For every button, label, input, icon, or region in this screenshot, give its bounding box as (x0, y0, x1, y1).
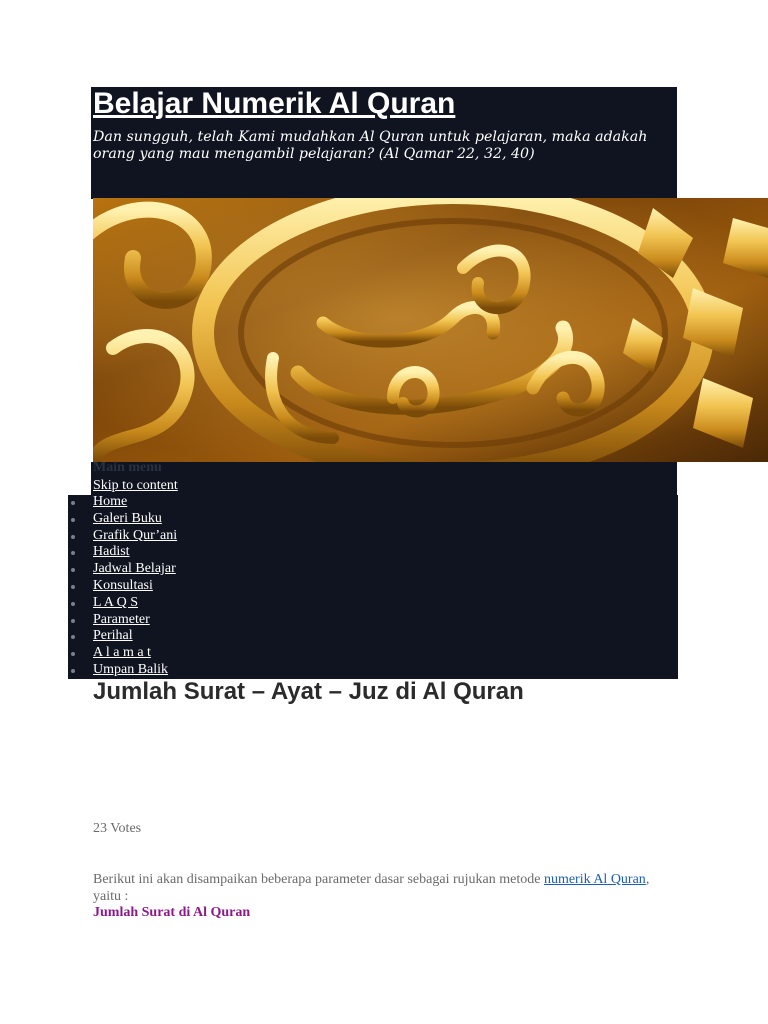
bullet-icon (71, 518, 75, 522)
menu-link-parameter[interactable]: Parameter (93, 611, 150, 627)
nav-background-top (91, 462, 677, 496)
site-description: Dan sungguh, telah Kami mudahkan Al Quran untuk pelajaran, maka adakah orang yang mau mengambil pelajaran? (Al Qamar 22, 32, 40) (93, 129, 648, 162)
bullet-icon (71, 619, 75, 623)
menu-item-laqs (68, 595, 177, 612)
menu-item-hadist (68, 544, 177, 561)
menu-link-galeri-buku[interactable]: Galeri Buku (93, 510, 162, 526)
bullet-icon (71, 501, 75, 505)
menu-link-hadist[interactable]: Hadist (93, 544, 130, 560)
post-title: Jumlah Surat – Ayat – Juz di Al Quran (93, 678, 524, 705)
post-intro (93, 872, 673, 905)
main-menu-heading: Main menu (93, 460, 162, 475)
numerik-al-quran-link[interactable]: numerik Al Quran (543, 872, 646, 887)
calligraphy-image (93, 198, 768, 462)
menu-link-konsultasi[interactable]: Konsultasi (93, 577, 153, 593)
site-title[interactable]: Belajar Numerik Al Quran (93, 87, 456, 120)
menu-item-alamat (68, 645, 177, 662)
intro-text-end: , yaitu : (93, 872, 650, 904)
bullet-icon (71, 551, 75, 555)
menu-item-perihal (68, 628, 177, 645)
menu-item-grafik-qurani (68, 528, 177, 545)
menu-item-galeri-buku (68, 511, 177, 528)
menu-link-jadwal-belajar[interactable]: Jadwal Belajar (93, 561, 176, 577)
bullet-icon (71, 669, 75, 673)
main-menu (68, 494, 177, 679)
site-header (91, 87, 677, 199)
intro-text: Berikut ini akan disampaikan beberapa parameter dasar sebagai rujukan metode (93, 872, 544, 887)
menu-item-home (68, 494, 177, 511)
menu-link-perihal[interactable]: Perihal (93, 628, 133, 644)
bullet-icon (71, 568, 75, 572)
menu-item-jadwal-belajar (68, 561, 177, 578)
menu-link-alamat[interactable]: A l a m a t (93, 645, 151, 661)
menu-link-laqs[interactable]: L A Q S (93, 594, 138, 610)
menu-link-umpan-balik[interactable]: Umpan Balik (93, 661, 169, 677)
bullet-icon (71, 585, 75, 589)
bullet-icon (71, 635, 75, 639)
bullet-icon (71, 602, 75, 606)
menu-item-umpan-balik (68, 662, 177, 679)
votes-count: 23 Votes (93, 821, 142, 836)
menu-item-parameter (68, 612, 177, 629)
bullet-icon (71, 535, 75, 539)
menu-item-konsultasi (68, 578, 177, 595)
skip-to-content-link[interactable]: Skip to content (93, 478, 178, 493)
menu-link-home[interactable]: Home (93, 494, 128, 509)
section-heading: Jumlah Surat di Al Quran (93, 905, 251, 920)
header-banner-image (93, 198, 768, 462)
menu-link-grafik-qurani[interactable]: Grafik Qur’ani (93, 527, 178, 543)
bullet-icon (71, 652, 75, 656)
